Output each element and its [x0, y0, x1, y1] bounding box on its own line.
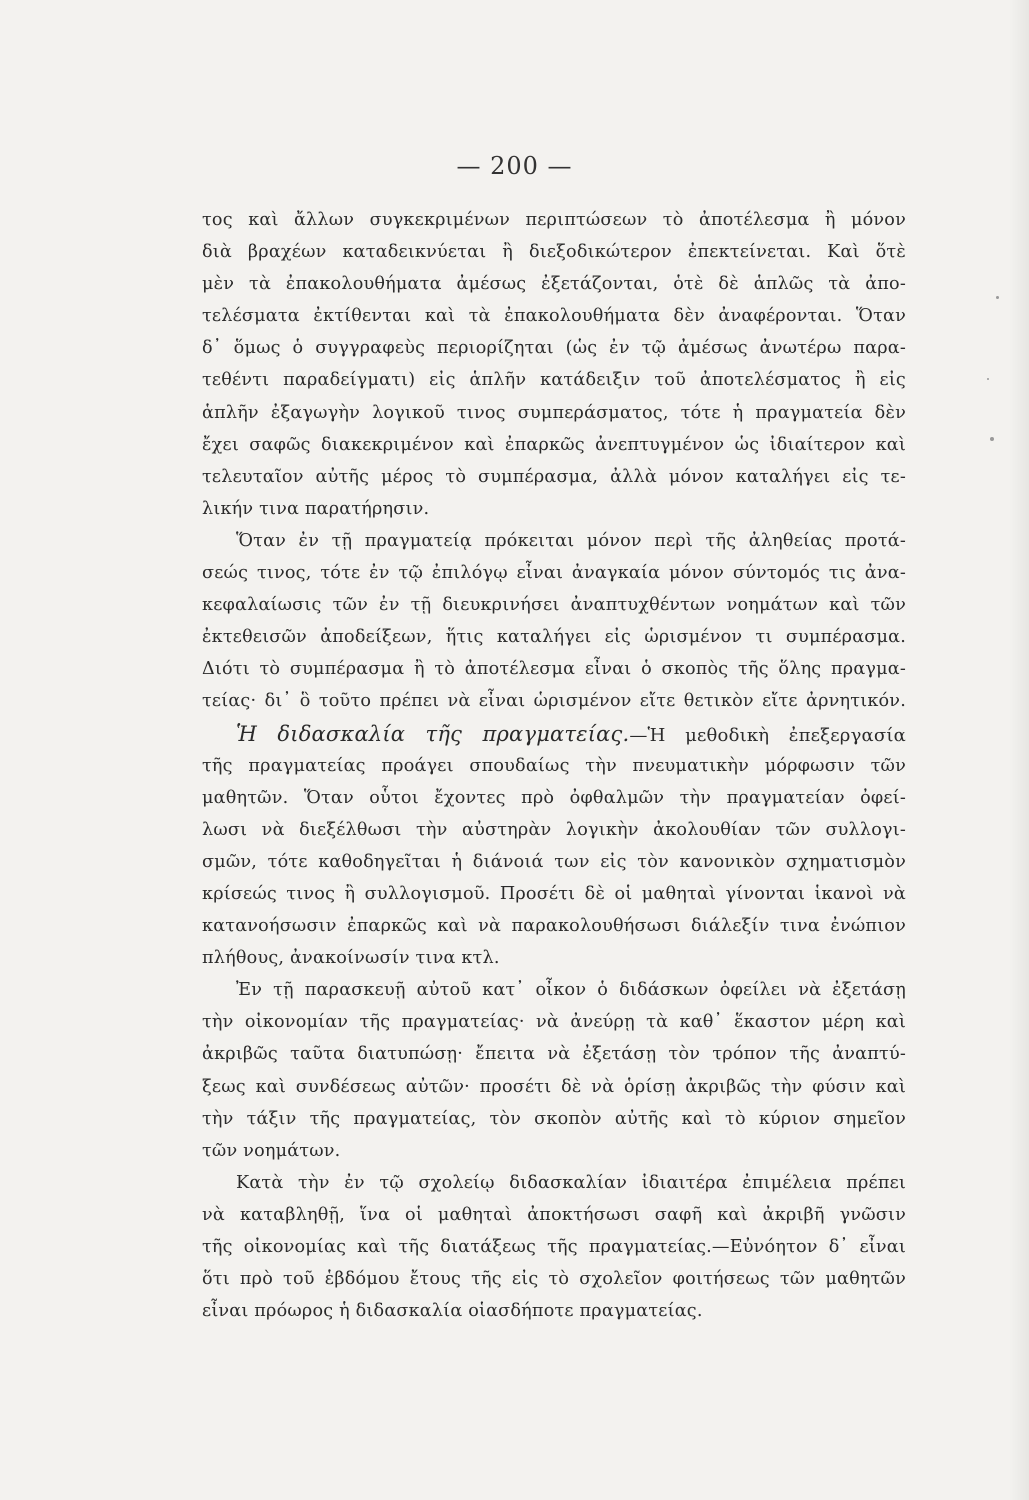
text-line: λωσι νὰ διεξέλθωσι τὴν αὐστηρὰν λογικὴν ἀκολουθίαν τῶν συλλογι-	[202, 819, 906, 840]
text-line: σμῶν, τότε καθοδηγεῖται ἡ διάνοιά των εἰς τὸν κανονικὸν σχηματισμὸν	[202, 851, 906, 872]
text-line: νὰ καταβληθῇ, ἵνα οἱ μαθηταὶ ἀποκτήσωσι σαφῆ καὶ ἀκριβῆ γνῶσιν	[202, 1204, 906, 1225]
scan-speck	[987, 378, 989, 380]
text-line: Κατὰ τὴν ἐν τῷ σχολείῳ διδασκαλίαν ἰδιαιτέρα ἐπιμέλεια πρέπει	[236, 1172, 906, 1193]
text-line: τὴν τάξιν τῆς πραγματείας, τὸν σκοπὸν αὐτῆς καὶ τὸ κύριον σημεῖον	[202, 1108, 906, 1129]
scan-speck	[996, 296, 999, 299]
text-line: τελέσματα ἐκτίθενται καὶ τὰ ἐπακολουθήματα δὲν ἀναφέρονται. Ὅταν	[202, 306, 906, 327]
text-line: κεφαλαίωσις τῶν ἐν τῇ διευκρινήσει ἀναπτυχθέντων νοημάτων καὶ τῶν	[202, 595, 906, 616]
body-text	[202, 204, 906, 1327]
text-line: δ᾽ ὅμως ὁ συγγραφεὺς περιορίζηται (ὡς ἐν τῷ ἀμέσως ἀνωτέρω παρα-	[202, 338, 906, 359]
text-line: μὲν τὰ ἐπακολουθήματα ἀμέσως ἐξετάζονται, ὁτὲ δὲ ἁπλῶς τὰ ἀπο-	[202, 274, 906, 295]
text-line: Διότι τὸ συμπέρασμα ἢ τὸ ἀποτέλεσμα εἶναι ὁ σκοπὸς τῆς ὅλης πραγμα-	[202, 659, 906, 680]
text-line: ἔχει σαφῶς διακεκριμένον καὶ ἐπαρκῶς ἀνεπτυγμένον ὡς ἰδιαίτερον καὶ	[202, 434, 906, 455]
page-edge-shadow	[1009, 0, 1029, 1500]
text-line: Ἐν τῇ παρασκευῇ αὐτοῦ κατ᾽ οἶκον ὁ διδάσκων ὀφείλει νὰ ἐξετάσῃ	[236, 980, 906, 1001]
text-line: ἐκτεθεισῶν ἀποδείξεων, ἥτις καταλήγει εἰς ὡρισμένον τι συμπέρασμα.	[202, 627, 906, 648]
text-line: ἀκριβῶς ταῦτα διατυπώσῃ· ἔπειτα νὰ ἐξετάσῃ τὸν τρόπον τῆς ἀναπτύ-	[202, 1044, 906, 1065]
text-line: τῆς πραγματείας προάγει σπουδαίως τὴν πνευματικὴν μόρφωσιν τῶν	[202, 755, 906, 776]
text-line: ξεως καὶ συνδέσεως αὐτῶν· προσέτι δὲ νὰ ὁρίσῃ ἀκριβῶς τὴν φύσιν καὶ	[202, 1076, 906, 1097]
section-heading-continuation: —Ἡ μεθοδικὴ ἐπεξεργασία	[629, 724, 906, 746]
text-line: κρίσεώς τινος ἢ συλλογισμοῦ. Προσέτι δὲ οἱ μαθηταὶ γίνονται ἱκανοὶ νὰ	[202, 883, 906, 904]
text-line: εἶναι πρόωρος ἡ διδασκαλία οἱασδήποτε πραγματείας.	[202, 1301, 703, 1322]
text-line: κατανοήσωσιν ἐπαρκῶς καὶ νὰ παρακολουθήσωσι διάλεξίν τινα ἐνώπιον	[202, 916, 906, 937]
page-number: — 200 —	[456, 152, 573, 180]
text-line: διὰ βραχέων καταδεικνύεται ἢ διεξοδικώτερον ἐπεκτείνεται. Καὶ ὅτὲ	[202, 242, 906, 263]
text-line: τος καὶ ἄλλων συγκεκριμένων περιπτώσεων τὸ ἀποτέλεσμα ἢ μόνον	[202, 210, 906, 230]
text-line: τείας· δι᾽ ὃ τοῦτο πρέπει νὰ εἶναι ὡρισμένον εἴτε θετικὸν εἴτε ἀρνητικόν.	[202, 691, 906, 712]
text-line: τὴν οἰκονομίαν τῆς πραγματείας· νὰ ἀνεύρῃ τὰ καθ᾽ ἕκαστον μέρη καὶ	[202, 1012, 906, 1033]
text-line: ὅτι πρὸ τοῦ ἑβδόμου ἔτους τῆς εἰς τὸ σχολεῖον φοιτήσεως τῶν μαθητῶν	[202, 1269, 906, 1290]
text-line: σεώς τινος, τότε ἐν τῷ ἐπιλόγῳ εἶναι ἀναγκαία μόνον σύντομός τις ἀνα-	[202, 563, 906, 584]
text-line: μαθητῶν. Ὅταν οὗτοι ἔχοντες πρὸ ὀφθαλμῶν τὴν πραγματείαν ὀφεί-	[202, 787, 906, 808]
text-line: πλήθους, ἀνακοίνωσίν τινα κτλ.	[202, 948, 500, 969]
text-line: λικήν τινα παρατήρησιν.	[202, 498, 430, 519]
section-heading-line	[202, 718, 906, 750]
text-line: τελευταῖον αὐτῆς μέρος τὸ συμπέρασμα, ἀλλὰ μόνον καταλήγει εἰς τε-	[202, 466, 906, 487]
text-line: τεθέντι παραδείγματι) εἰς ἁπλῆν κατάδειξιν τοῦ ἀποτελέσματος ἢ εἰς	[202, 370, 906, 391]
text-line: ἁπλῆν ἐξαγωγὴν λογικοῦ τινος συμπεράσματος, τότε ἡ πραγματεία δὲν	[202, 402, 906, 423]
text-line: τῶν νοημάτων.	[202, 1140, 341, 1161]
text-line: Ὅταν ἐν τῇ πραγματείᾳ πρόκειται μόνον περὶ τῆς ἀληθείας προτά-	[236, 530, 906, 551]
section-heading: Ἡ διδασκαλία τῆς πραγματείας.	[236, 721, 630, 746]
scan-speck	[990, 437, 994, 441]
text-line: τῆς οἰκονομίας καὶ τῆς διατάξεως τῆς πραγματείας.—Εὐνόητον δ᾽ εἶναι	[202, 1237, 906, 1257]
